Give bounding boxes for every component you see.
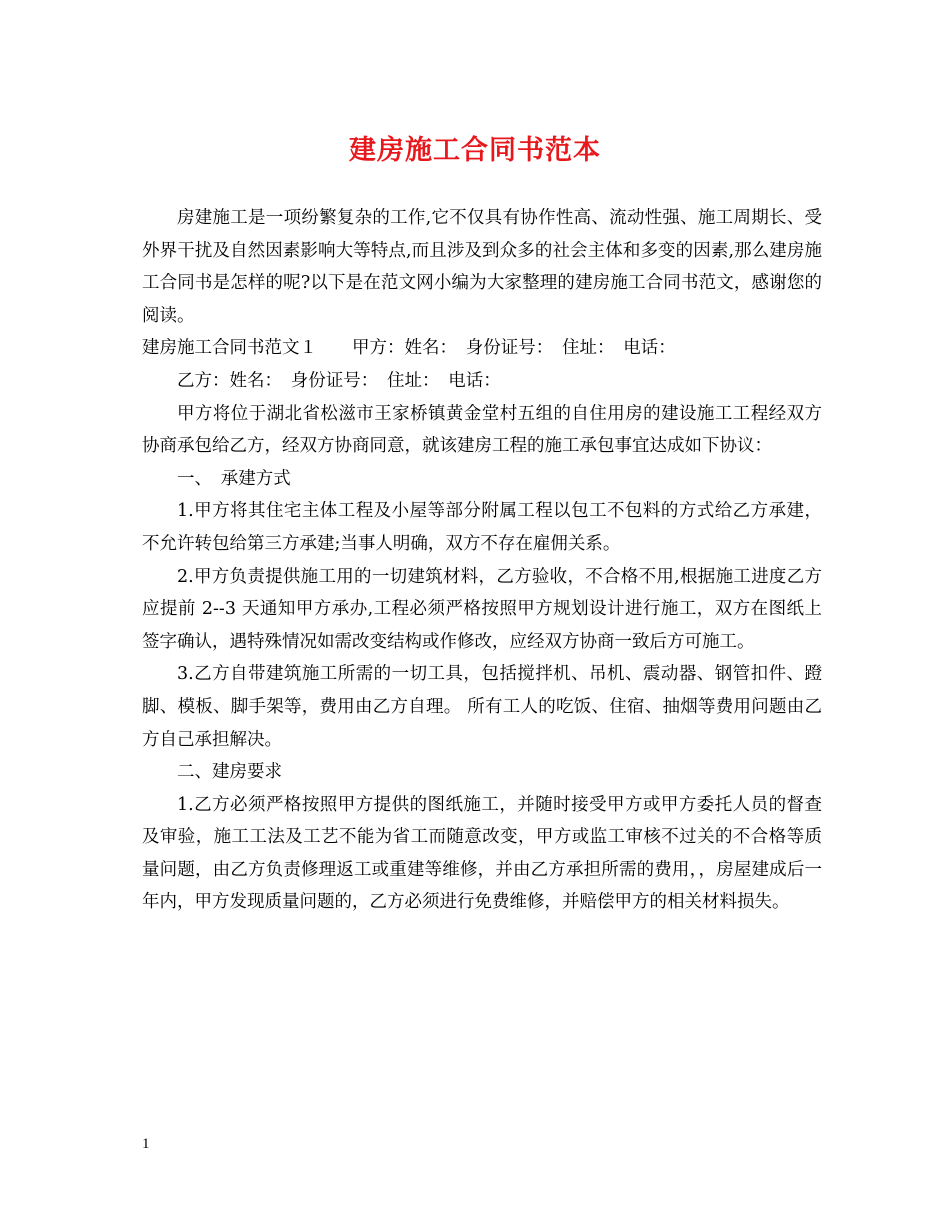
party-b-info: 乙方：姓名： 身份证号： 住址： 电话： — [177, 370, 501, 391]
clause-1-3: 3.乙方自带建筑施工所需的一切工具，包括搅拌机、吊机、震动器、钢管扣件、蹬脚、模板、脚手架等，费用由乙方自理。 所有工人的吃饭、住宿、抽烟等费用问题由乙方自己承担解决。 — [142, 664, 822, 750]
clause-2-1: 1.乙方必须严格按照甲方提供的图纸施工，并随时接受甲方或甲方委托人员的督查及审验，施工工法及工艺不能为省工而随意改变，甲方或监工审核不过关的不合格等质量问题，由乙方负责修理返工或重建等维修，并由乙方承担所需的费用，，房屋建成后一年内，甲方发现质量问题的，乙方必须进行免费维修，并赔偿甲方的相关材料损失。 — [142, 794, 822, 913]
document-body — [142, 202, 822, 919]
section-heading-1: 一、 承建方式 — [177, 468, 291, 489]
page-number: 1 — [142, 1136, 150, 1152]
clause-1-1: 1.甲方将其住宅主体工程及小屋等部分附属工程以包工不包料的方式给乙方承建，不允许转包给第三方承建;当事人明确，双方不存在雇佣关系。 — [142, 501, 822, 554]
clause-1-2: 2.甲方负责提供施工用的一切建筑材料，乙方验收，不合格不用,根据施工进度乙方应提前 2--3 天通知甲方承办,工程必须严格按照甲方规划设计进行施工，双方在图纸上签字确认，遇特殊情况如需改变结构或作修改，应经双方协商一致后方可施工。 — [142, 566, 822, 652]
party-a-info: 建房施工合同书范文１ 甲方：姓名： 身份证号： 住址： 电话： — [142, 338, 676, 359]
section-heading-2: 二、建房要求 — [177, 762, 282, 783]
intro-paragraph: 房建施工是一项纷繁复杂的工作,它不仅具有协作性高、流动性强、施工周期长、受外界干扰及自然因素影响大等特点,而且涉及到众多的社会主体和多变的因素,那么建房施工合同书是怎样的呢?以下是在范文网小编为大家整理的建房施工合同书范文，感谢您的阅读。 — [142, 208, 822, 326]
document-title: 建房施工合同书范本 — [349, 135, 601, 166]
agreement-paragraph: 甲方将位于湖北省松滋市王家桥镇黄金堂村五组的自住用房的建设施工工程经双方协商承包给乙方，经双方协商同意，就该建房工程的施工承包事宜达成如下协议： — [142, 403, 822, 457]
